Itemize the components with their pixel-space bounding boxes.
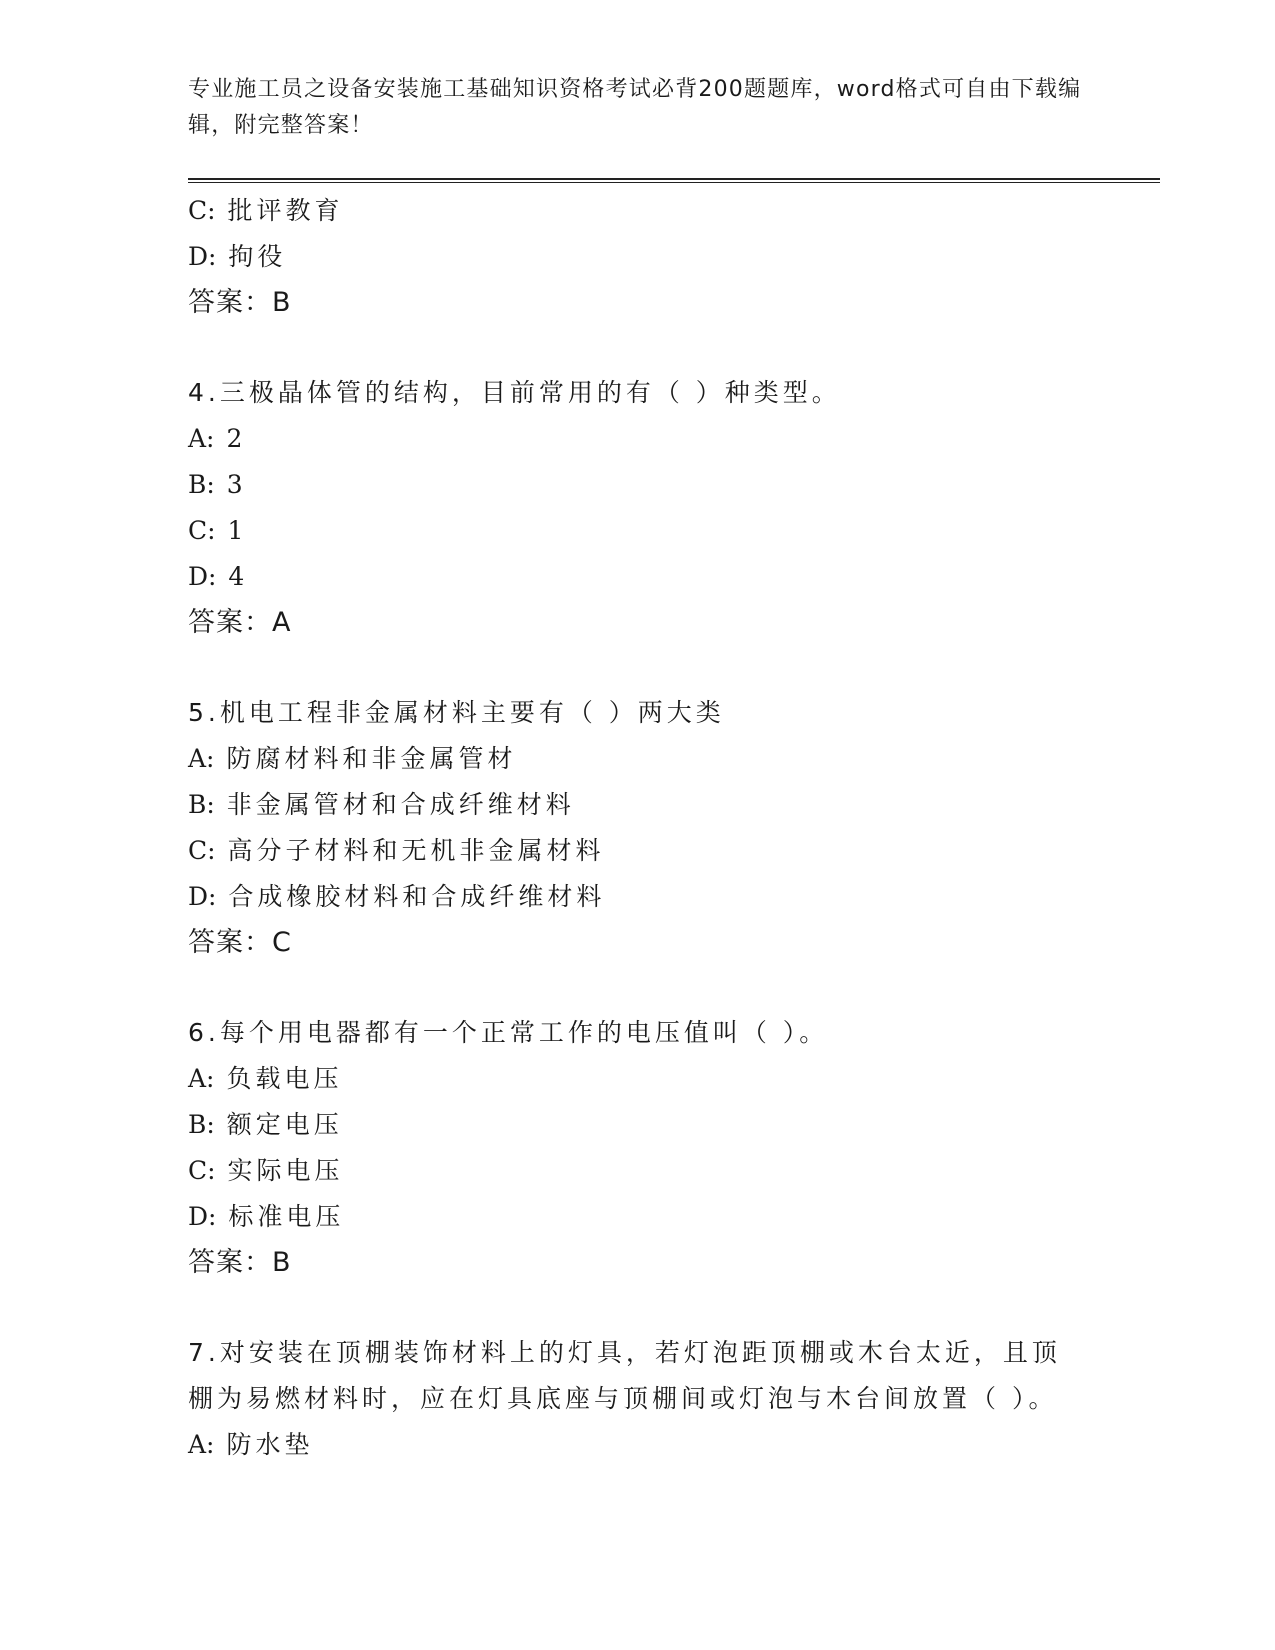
option-c (188, 1148, 1160, 1194)
option-d (188, 874, 1160, 920)
option-letter: C: (188, 836, 216, 865)
option-letter: A: (188, 1430, 215, 1459)
option-text: 防水垫 (226, 1430, 314, 1459)
option-c (188, 188, 1160, 234)
option-text: 2 (226, 424, 243, 453)
option-text: 4 (228, 562, 245, 591)
answer-line: 答案：B (188, 1247, 292, 1278)
option-text: 非金属管材和合成纤维材料 (226, 790, 575, 819)
answer-line: 答案：C (188, 927, 292, 958)
option-letter: B: (188, 790, 215, 819)
option-letter: C: (188, 1156, 216, 1185)
question-text: 7.对安装在顶棚装饰材料上的灯具，若灯泡距顶棚或木台太近，且顶棚为易燃材料时，应在灯具底座与顶棚间或灯泡与木台间放置（ ）。 (188, 1338, 1061, 1413)
option-letter: D: (188, 242, 217, 271)
option-text: 额定电压 (226, 1110, 343, 1139)
option-letter: D: (188, 1202, 217, 1231)
question-7 (188, 1330, 1160, 1468)
question-5 (188, 690, 1160, 966)
option-d (188, 234, 1160, 280)
question-4 (188, 370, 1160, 646)
option-letter: A: (188, 744, 215, 773)
question-text: 4.三极晶体管的结构，目前常用的有（ ）种类型。 (188, 378, 841, 407)
option-d (188, 1194, 1160, 1240)
option-letter: A: (188, 424, 215, 453)
option-a (188, 1422, 1160, 1468)
option-text: 负载电压 (226, 1064, 343, 1093)
option-c (188, 508, 1160, 554)
answer-line: 答案：A (188, 607, 292, 638)
option-d (188, 554, 1160, 600)
option-letter: D: (188, 562, 217, 591)
option-letter: B: (188, 470, 215, 499)
question-list (188, 188, 1160, 1468)
answer-line: 答案：B (188, 287, 292, 318)
question-3 (188, 188, 1160, 326)
option-letter: C: (188, 516, 216, 545)
question-text: 6.每个用电器都有一个正常工作的电压值叫（ ）。 (188, 1018, 829, 1047)
option-text: 3 (226, 470, 243, 499)
option-text: 批评教育 (227, 196, 344, 225)
option-text: 标准电压 (228, 1202, 345, 1231)
option-text: 拘役 (228, 242, 287, 271)
option-text: 高分子材料和无机非金属材料 (227, 836, 605, 865)
option-b (188, 782, 1160, 828)
option-letter: D: (188, 882, 217, 911)
option-text: 防腐材料和非金属管材 (226, 744, 517, 773)
option-c (188, 828, 1160, 874)
option-text: 合成橡胶材料和合成纤维材料 (228, 882, 606, 911)
option-a (188, 1056, 1160, 1102)
option-letter: B: (188, 1110, 215, 1139)
option-letter: A: (188, 1064, 215, 1093)
option-a (188, 736, 1160, 782)
document-header: 专业施工员之设备安装施工基础知识资格考试必背200题题库，word格式可自由下载编辑，附完整答案！ (188, 77, 1082, 138)
header-divider (188, 178, 1160, 183)
option-b (188, 1102, 1160, 1148)
question-text: 5.机电工程非金属材料主要有（ ）两大类 (188, 698, 725, 727)
option-text: 实际电压 (227, 1156, 344, 1185)
question-6 (188, 1010, 1160, 1286)
option-letter: C: (188, 196, 216, 225)
option-b (188, 462, 1160, 508)
option-a (188, 416, 1160, 462)
option-text: 1 (227, 516, 244, 545)
